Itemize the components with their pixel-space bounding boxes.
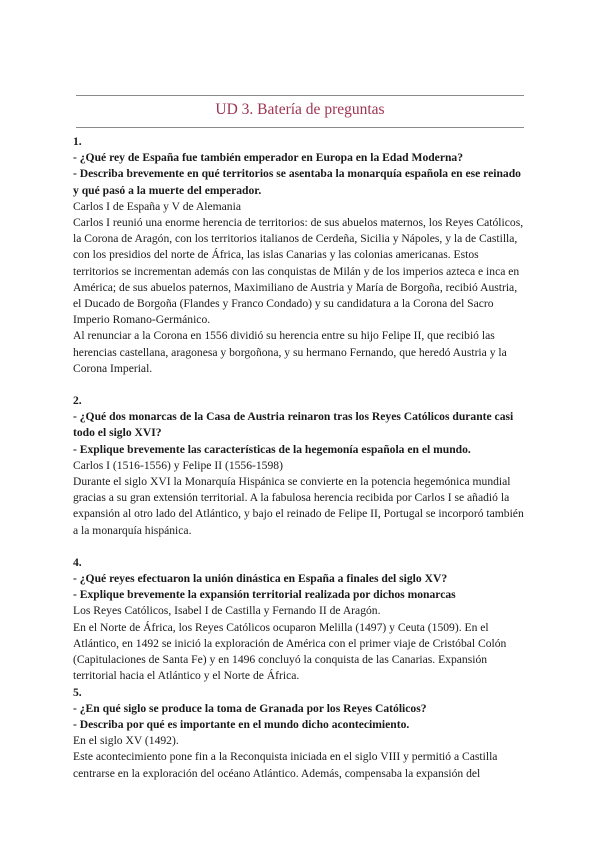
- question: - ¿Qué dos monarcas de la Casa de Austria reinaron tras los Reyes Católicos durante casi todo el siglo XVI?: [73, 410, 514, 440]
- answer: En el siglo XV (1492).: [73, 734, 179, 748]
- answer: Carlos I de España y V de Alemania: [73, 199, 241, 213]
- spacer: [73, 377, 527, 393]
- question: - ¿En qué siglo se produce la toma de Granada por los Reyes Católicos?: [73, 701, 427, 715]
- question: - ¿Qué rey de España fue también emperador en Europa en la Edad Moderna?: [73, 151, 464, 165]
- section-number: 4.: [73, 555, 82, 569]
- section-1: [73, 134, 527, 377]
- page-title: UD 3. Batería de preguntas: [215, 101, 385, 118]
- question: - Describa por qué es importante en el mundo dicho acontecimiento.: [73, 717, 410, 731]
- answer: Este acontecimiento pone fin a la Reconquista iniciada en el siglo VIII y permitió a Castilla centrarse en la exploración del océano Atlántico. Además, compensaba la expansión del: [73, 750, 498, 780]
- answer: Al renunciar a la Corona en 1556 dividió su herencia entre su hijo Felipe II, que recibió las herencias castellana, aragonesa y borgoñona, y su hermano Fernando, que heredó Austria y la Corona Imperial.: [73, 329, 507, 375]
- section-4: [73, 555, 527, 685]
- section-5: [73, 685, 527, 782]
- section-number: 1.: [73, 135, 82, 148]
- question: - Explique brevemente las características de la hegemonía española en el mundo.: [73, 442, 471, 456]
- section-number: 5.: [73, 685, 82, 699]
- answer: Los Reyes Católicos, Isabel I de Castilla y Fernando II de Aragón.: [73, 604, 381, 618]
- section-number: 2.: [73, 394, 82, 408]
- answer: Carlos I (1516-1556) y Felipe II (1556-1598): [73, 458, 283, 472]
- question: - ¿Qué reyes efectuaron la unión dinástica en España a finales del siglo XV?: [73, 572, 448, 586]
- question: - Explique brevemente la expansión territorial realizada por dichos monarcas: [73, 588, 456, 602]
- section-2: [73, 393, 527, 539]
- bottom-rule: [76, 127, 524, 128]
- answer: Carlos I reunió una enorme herencia de territorios: de sus abuelos maternos, los Reyes Católicos, la Corona de Aragón, con los territorios italianos de Cerdeña, Sicilia y Nápoles, y la de Castilla, con los presidios del norte de África, las islas Canarias y las colonias americanas. Estos territorios se incrementan además con las conquistas de Milán y de los imperios azteca e inca en América; de sus abuelos paternos, Maximiliano de Austria y María de Borgoña, recibió Austria, el Ducado de Borgoña (Flandes y Franco Condado) y su candidatura a la Corona del Sacro Imperio Romano-Germánico.: [73, 216, 524, 327]
- spacer: [73, 539, 527, 555]
- answer: En el Norte de África, los Reyes Católicos ocuparon Melilla (1497) y Ceuta (1509). En el Atlántico, en 1492 se inició la exploración de América con el primer viaje de Cristóbal Colón (Capitulaciones de Santa Fe) y en 1496 concluyó la conquista de las Canarias. Expansión territorial hacia el Atlántico y el Norte de África.: [73, 620, 507, 683]
- answer: Durante el siglo XVI la Monarquía Hispánica se convierte en la potencia hegemónica mundial gracias a su gran extensión territorial. A la fabulosa herencia recibida por Carlos I se añadió la expansión al otro lado del Atlántico, y bajo el reinado de Felipe II, Portugal se incorporó también a la monarquía hispánica.: [73, 475, 524, 537]
- top-rule: [76, 95, 524, 96]
- document-body: [73, 134, 527, 782]
- question: - Describa brevemente en qué territorios se asentaba la monarquía española en ese reinado y qué pasó a la muerte del emperador.: [73, 167, 521, 197]
